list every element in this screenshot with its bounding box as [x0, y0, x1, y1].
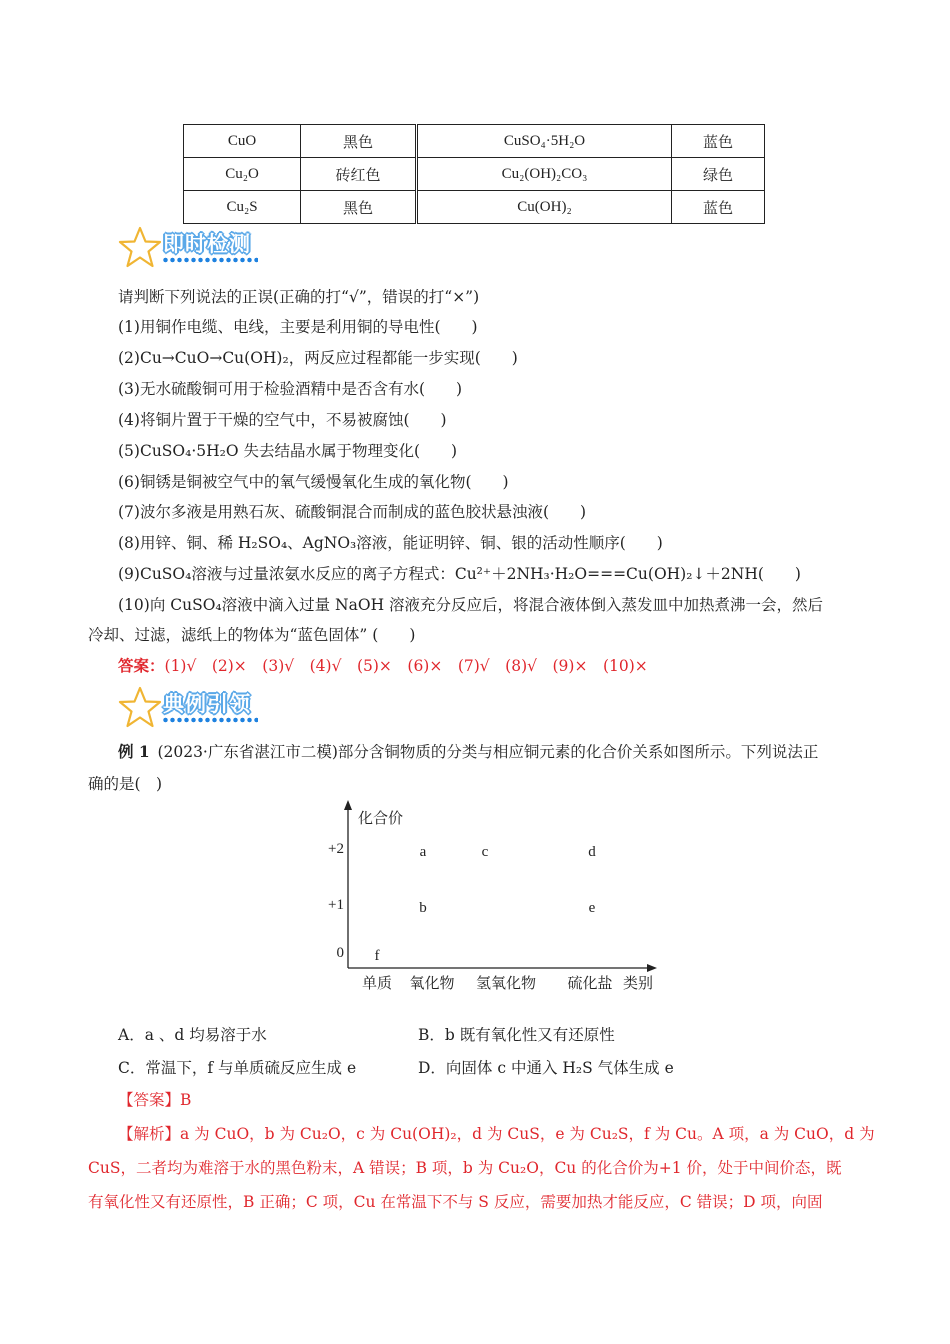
dotted-underline [162, 717, 258, 723]
data-point-f: f [374, 948, 380, 964]
quiz-item: (6)铜锈是铜被空气中的氧气缓慢氧化生成的氧化物( ) [118, 473, 509, 491]
copper-compound-color-table [183, 124, 765, 224]
table-cell: Cu(OH)₂ [417, 191, 672, 224]
example-stem-continuation: 确的是( ) [88, 775, 163, 793]
table-cell: 砖红色 [301, 158, 417, 191]
x-axis [348, 964, 657, 972]
y-tick-label: +2 [328, 841, 344, 857]
answer-label: 答案： [118, 656, 165, 675]
option-d: D．向固体 c 中通入 H₂S 气体生成 e [418, 1059, 674, 1077]
x-tick-label: 氧化物 [409, 974, 455, 992]
star-icon [118, 686, 162, 728]
y-axis [344, 800, 352, 968]
table-cell: CuO [184, 125, 301, 158]
table-cell: Cu₂O [184, 158, 301, 191]
quiz-item: (10)向 CuSO₄溶液中滴入过量 NaOH 溶液充分反应后，将混合液体倒入蒸发皿中加热煮沸一会，然后 [118, 596, 824, 614]
quiz-answers [118, 656, 648, 676]
table-row [184, 191, 765, 224]
table-cell: Cu₂S [184, 191, 301, 224]
example-stem-text: (2023·广东省湛江市二模)部分含铜物质的分类与相应铜元素的化合价关系如图所示。下列说法正 [157, 743, 819, 761]
quiz-item: (3)无水硫酸铜可用于检验酒精中是否含有水( ) [118, 380, 463, 398]
table-row [184, 158, 765, 191]
quiz-item: (5)CuSO₄·5H₂O 失去结晶水属于物理变化( ) [118, 442, 458, 460]
quiz-item: (8)用锌、铜、稀 H₂SO₄、AgNO₃溶液，能证明锌、铜、银的活动性顺序( ) [118, 534, 663, 552]
table-cell: CuSO₄·5H₂O [417, 125, 672, 158]
table-cell: 蓝色 [672, 191, 765, 224]
table-cell: 黑色 [301, 125, 417, 158]
data-point-d: d [588, 844, 596, 860]
section-title: 典例引领 [163, 692, 251, 716]
quiz-item: (7)波尔多液是用熟石灰、硫酸铜混合而制成的蓝色胶状悬浊液( ) [118, 503, 587, 521]
section-heading-typical-example [118, 686, 288, 730]
option-b: B．b 既有氧化性又有还原性 [418, 1026, 615, 1044]
y-tick-label: +1 [328, 897, 344, 913]
table-cell: 黑色 [301, 191, 417, 224]
valence-category-chart [330, 800, 670, 1000]
x-tick-label: 硫化盐 [567, 974, 613, 992]
quiz-intro: 请判断下列说法的正误(正确的打“√”，错误的打“×”) [118, 288, 480, 306]
dotted-underline [162, 257, 258, 263]
data-point-b: b [419, 900, 427, 916]
data-point-c: c [481, 844, 489, 860]
answer-text: (1)√ (2)× (3)√ (4)√ (5)× (6)× (7)√ (8)√ (9)× (10)× [164, 657, 648, 675]
section-heading-instant-check [118, 226, 288, 270]
example-stem [118, 742, 818, 762]
section-title: 即时检测 [163, 232, 251, 256]
x-tick-label: 单质 [361, 974, 393, 992]
x-tick-label: 氢氧化物 [475, 974, 537, 992]
table-cell: 绿色 [672, 158, 765, 191]
table-cell: 蓝色 [672, 125, 765, 158]
data-point-e: e [588, 900, 596, 916]
quiz-item: (1)用铜作电缆、电线，主要是利用铜的导电性( ) [118, 318, 478, 336]
analysis-line: CuS，二者均为难溶于水的黑色粉末，A 错误；B 项，b 为 Cu₂O，Cu 的化合价为+1 价，处于中间价态，既 [88, 1159, 842, 1177]
answer: 【答案】B [118, 1091, 192, 1109]
y-tick-labels [328, 841, 344, 961]
quiz-item-continuation: 冷却、过滤，滤纸上的物体为“蓝色固体” ( ) [88, 626, 416, 644]
y-tick-label: 0 [336, 945, 344, 961]
table-cell: Cu₂(OH)₂CO₃ [417, 158, 672, 191]
table-row [184, 125, 765, 158]
option-c: C．常温下，f 与单质硫反应生成 e [118, 1059, 357, 1077]
quiz-item: (2)Cu→CuO→Cu(OH)₂，两反应过程都能一步实现( ) [118, 349, 518, 367]
analysis-line: 有氧化性又有还原性，B 正确；C 项，Cu 在常温下不与 S 反应，需要加热才能反应，C 错误；D 项，向固 [88, 1193, 823, 1211]
analysis-line: 【解析】a 为 CuO，b 为 Cu₂O，c 为 Cu(OH)₂，d 为 CuS，e 为 Cu₂S，f 为 Cu。A 项，a 为 CuO，d 为 [118, 1125, 875, 1143]
example-label: 例 1 [118, 742, 150, 761]
x-tick-labels [362, 974, 613, 992]
data-point-labels [375, 844, 597, 964]
x-axis-label: 类别 [623, 974, 654, 992]
y-axis-label: 化合价 [358, 809, 404, 827]
quiz-item: (4)将铜片置于干燥的空气中，不易被腐蚀( ) [118, 411, 447, 429]
quiz-item: (9)CuSO₄溶液与过量浓氨水反应的离子方程式：Cu²⁺＋2NH₃·H₂O===Cu(OH)₂↓＋2NH( ) [118, 565, 801, 583]
option-a: A．a 、d 均易溶于水 [118, 1026, 267, 1044]
star-icon [118, 226, 162, 268]
data-point-a: a [419, 844, 427, 860]
